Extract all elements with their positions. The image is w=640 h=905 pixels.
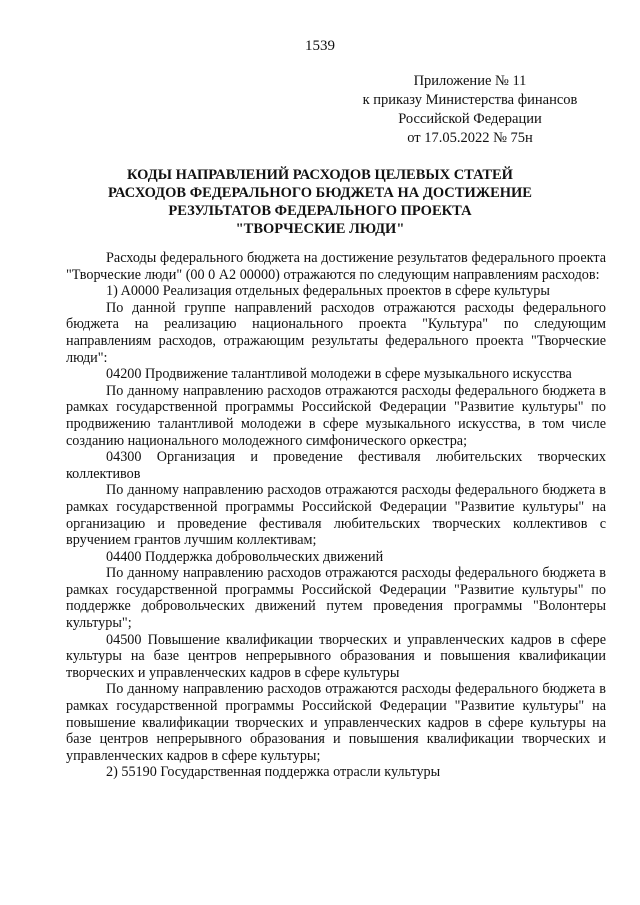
title-line: РАСХОДОВ ФЕДЕРАЛЬНОГО БЮДЖЕТА НА ДОСТИЖЕНИЕ: [108, 185, 532, 201]
code-heading-04400: 04400 Поддержка добровольческих движений: [106, 548, 384, 565]
code-description-04500: По данному направлению расходов отражаются расходы федерального бюджета в рамках государственной программы Российской Федерации "Развитие культуры" на повышение квалификации творческих и управленческих кадров в сфере культуры на базе центров непрерывного образования и повышения квалификации творческих и управленческих кадров в сфере культуры;: [66, 681, 606, 764]
annex-line: Российской Федерации: [398, 111, 542, 127]
annex-header: [340, 72, 600, 148]
code-heading-04200: 04200 Продвижение талантливой молодежи в сфере музыкального искусства: [106, 366, 572, 383]
title-line: КОДЫ НАПРАВЛЕНИЙ РАСХОДОВ ЦЕЛЕВЫХ СТАТЕЙ: [127, 167, 513, 183]
code-description-04400: По данному направлению расходов отражаются расходы федерального бюджета в рамках государственной программы Российской Федерации "Развитие культуры" по поддержке добровольческих движений путем проведения программы "Волонтеры культуры";: [66, 565, 606, 632]
code-heading-04500: 04500 Повышение квалификации творческих и управленческих кадров в сфере культуры на базе центров непрерывного образования и повышения квалификации творческих и управленческих кадров в сфере культуры: [66, 631, 606, 681]
annex-line: от 17.05.2022 № 75н: [407, 130, 533, 146]
title-line: "ТВОРЧЕСКИЕ ЛЮДИ": [235, 221, 405, 237]
section-description: По данной группе направлений расходов отражаются расходы федерального бюджета на реализацию национального проекта "Культура" по следующим направлениям расходов, отражающим результаты федерального проекта "Творческие люди":: [66, 299, 606, 366]
section-heading-a0000: 1) A0000 Реализация отдельных федеральных проектов в сфере культуры: [106, 283, 550, 300]
intro-paragraph: Расходы федерального бюджета на достижение результатов федерального проекта "Творческие люди" (00 0 A2 00000) отражаются по следующим направлениям расходов:: [66, 250, 606, 283]
document-title: [80, 166, 560, 238]
section-heading-55190: 2) 55190 Государственная поддержка отрасли культуры: [106, 764, 441, 781]
title-line: РЕЗУЛЬТАТОВ ФЕДЕРАЛЬНОГО ПРОЕКТА: [168, 203, 472, 219]
code-description-04200: По данному направлению расходов отражаются расходы федерального бюджета в рамках государственной программы Российской Федерации "Развитие культуры" по продвижению талантливой молодежи в сфере музыкального искусства, в том числе созданию национального молодежного симфонического оркестра;: [66, 382, 606, 449]
page-number: 1539: [305, 38, 335, 54]
annex-line: к приказу Министерства финансов: [362, 92, 578, 108]
code-description-04300: По данному направлению расходов отражаются расходы федерального бюджета в рамках государственной программы Российской Федерации "Развитие культуры" на организацию и проведение фестиваля любительских творческих коллективов с вручением грантов лучшим коллективам;: [66, 482, 606, 549]
annex-line: Приложение № 11: [413, 73, 527, 89]
code-heading-04300: 04300 Организация и проведение фестиваля любительских творческих коллективов: [66, 449, 606, 482]
document-body: [66, 250, 606, 781]
